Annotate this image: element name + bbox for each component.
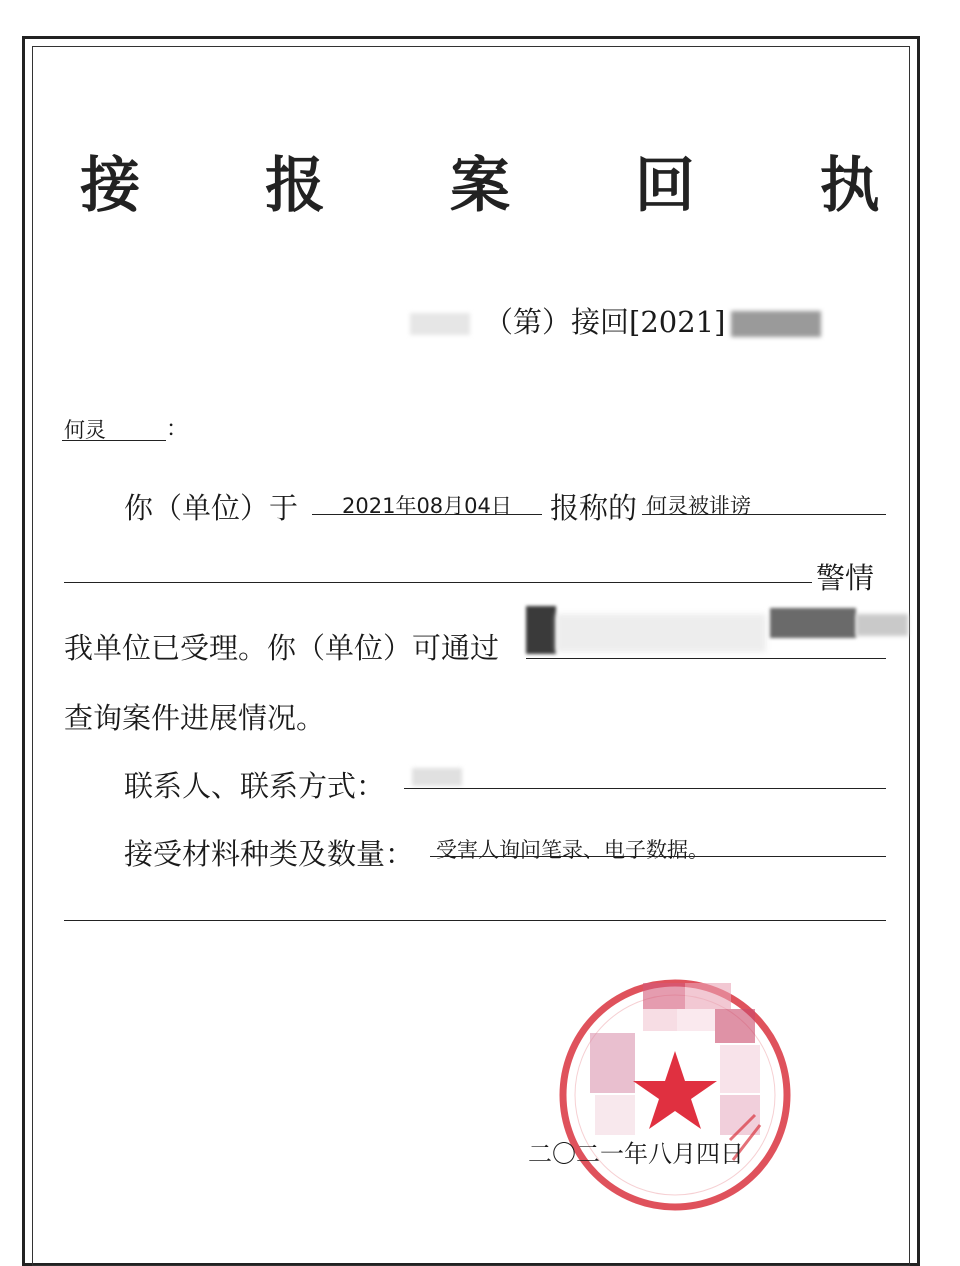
blank-underline — [64, 920, 886, 921]
contact-underline — [404, 788, 886, 789]
query-text: 查询案件进展情况。 — [64, 701, 326, 735]
report-subject: 何灵被诽谤 — [646, 494, 751, 518]
case-underline — [64, 582, 812, 583]
materials-label: 接受材料种类及数量： — [124, 837, 415, 871]
body-reported: 报称的 — [550, 491, 638, 525]
recipient-underline — [62, 440, 166, 441]
redaction-block-2 — [556, 614, 766, 652]
contact-label: 联系人、联系方式： — [124, 769, 386, 803]
issue-date: 二〇二一年八月四日 — [528, 1140, 744, 1168]
redaction-contact — [412, 768, 462, 786]
official-seal — [555, 975, 795, 1215]
redaction-block-1 — [526, 606, 556, 654]
materials-value: 受害人询问笔录、电子数据。 — [436, 838, 709, 862]
channel-underline — [526, 658, 886, 659]
redaction-block-3 — [770, 608, 856, 638]
materials-underline — [430, 856, 886, 857]
recipient-colon: ： — [166, 417, 189, 442]
seal-star-icon — [633, 1051, 717, 1129]
date-underline — [312, 514, 542, 515]
document-number-text: （第）接回[2021] — [484, 305, 726, 339]
body-prefix: 你（单位）于 — [124, 491, 299, 525]
accepted-text: 我单位已受理。你（单位）可通过 — [64, 631, 500, 665]
document-number — [410, 300, 821, 341]
police-case-suffix: 警情 — [816, 561, 875, 595]
redaction-block-4 — [856, 614, 908, 636]
recipient-name: 何灵 — [64, 418, 106, 442]
redacted-number — [731, 311, 821, 337]
report-date: 2021年08月04日 — [342, 494, 512, 518]
subject-underline — [642, 514, 886, 515]
redacted-prefix — [410, 313, 470, 335]
document-title: 接 报 案 回 执 — [80, 151, 932, 221]
